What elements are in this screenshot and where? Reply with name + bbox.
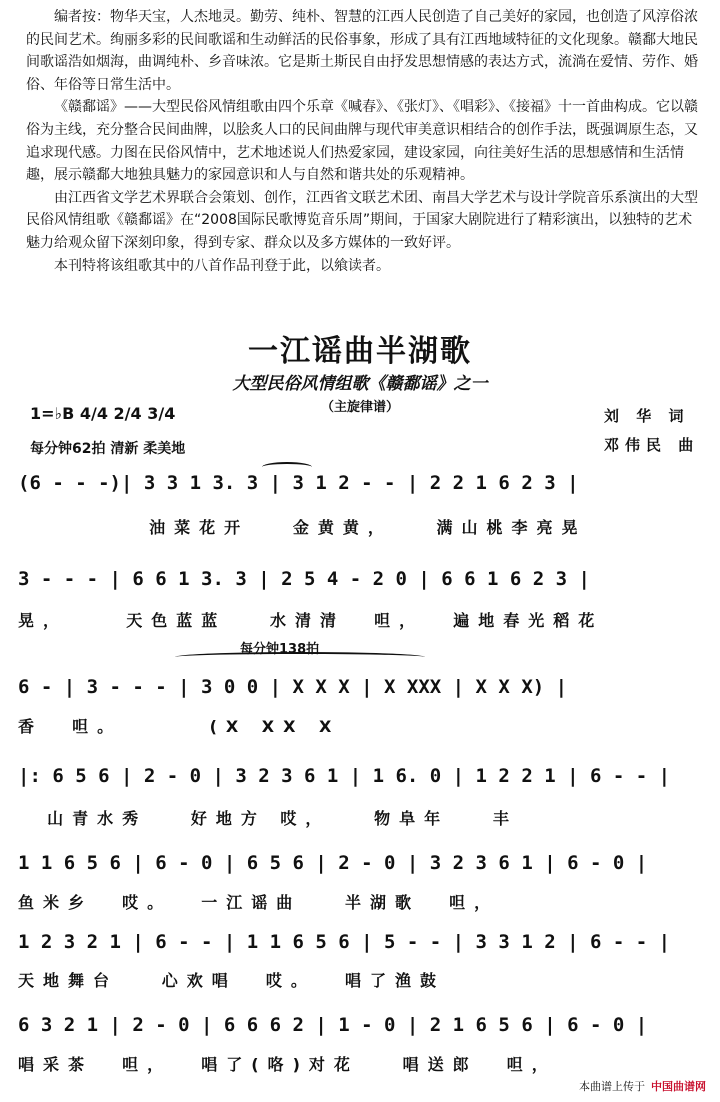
notation-row-5: 1 1 6 5 6 | 6 - 0 | 6 5 6 | 2 - 0 | 3 2 3 6 1 | 6 - 0 | — [18, 852, 648, 874]
notation-row-3: 6 - | 3 - - - | 3 0 0 | X X X | X XXX | X X X) | — [18, 676, 568, 698]
intro-paragraph-2: 《赣鄱谣》——大型民俗风情组歌由四个乐章《喊春》、《张灯》、《唱彩》、《接福》十一首曲构成。它以赣俗为主线，充分整合民间曲牌，以脍炙人口的民间曲牌与现代审美意识相结合的创作手法，既强调原生态，又追求现代感。力图在民俗风情中，艺术地述说人们热爱家园，建设家园，向往美好生活的思想感情和生活情趣，展示赣鄱大地独具魅力的家园意识和人与自然和谐共处的乐观精神。 — [26, 99, 698, 184]
lyrics-row-4: 山青水秀 好地方 哎， 物阜年 丰 — [18, 809, 518, 828]
lyrics-row-2: 晃， 天色蓝蓝 水清清 呾， 遍地春光稻花 — [18, 611, 604, 630]
editor-note — [26, 6, 698, 277]
intro-paragraph-3: 由江西省文学艺术界联合会策划、创作，江西省文联艺术团、南昌大学艺术与设计学院音乐系演出的大型民俗风情组歌《赣鄱谣》在“2008国际民歌博览音乐周”期间，于国家大剧院进行了精彩演出，以独特的艺术魅力给观众留下深刻印象，得到专家、群众以及多方媒体的一致好评。 — [26, 189, 698, 251]
score-note: （主旋律谱） — [320, 400, 399, 415]
site-logo: 中国曲谱网 — [651, 1080, 706, 1093]
source-footer — [579, 1078, 706, 1094]
notation-row-4: |: 6 5 6 | 2 - 0 | 3 2 3 6 1 | 1 6. 0 | 1 2 2 1 | 6 - - | — [18, 765, 671, 787]
key-signature: 1=♭B 4/4 2/4 3/4 — [30, 404, 176, 423]
tie-mark — [262, 462, 312, 472]
lyrics-row-1: 油菜花开 金黄黄， 满山桃李亮晃 — [18, 518, 587, 537]
lyricist-credit: 刘 华 词 — [604, 407, 690, 425]
notation-row-2: 3 - - - | 6 6 1 3. 3 | 2 5 4 - 2 0 | 6 6 1 6 2 3 | — [18, 568, 590, 590]
footer-text: 本曲谱上传于 — [579, 1080, 645, 1093]
lyrics-row-3: 香 呾。 (X XX X — [18, 717, 341, 736]
tempo-marking: 每分钟62拍 清新 柔美地 — [30, 441, 186, 457]
intro-paragraph-4: 本刊特将该组歌其中的八首作品刊登于此，以飨读者。 — [54, 257, 390, 274]
intro-paragraph-1: 编者按：物华天宝，人杰地灵。勤劳、纯朴、智慧的江西人民创造了自己美好的家园，也创造了风淳俗浓的民间艺术。绚丽多彩的民间歌谣和生动鲜活的民俗事象，形成了具有江西地域特征的文化现象。赣鄱大地民间歌谣浩如烟海，曲调纯朴、乡音味浓。它是斯土斯民自由抒发思想情感的表达方式，流淌在爱情、劳作、婚俗、年俗等日常生活中。 — [26, 9, 698, 93]
composer-credit: 邓伟民 曲 — [604, 436, 700, 454]
notation-row-6: 1 2 3 2 1 | 6 - - | 1 1 6 5 6 | 5 - - | 3 3 1 2 | 6 - - | — [18, 931, 671, 953]
song-title: 一江谣曲半湖歌 — [248, 334, 472, 369]
lyrics-row-5: 鱼米乡 哎。 一江谣曲 半湖歌 呾， — [18, 893, 500, 912]
notation-row-7: 6 3 2 1 | 2 - 0 | 6 6 6 2 | 1 - 0 | 2 1 6 5 6 | 6 - 0 | — [18, 1014, 648, 1036]
song-subtitle: 大型民俗风情组歌《赣鄱谣》之一 — [232, 374, 488, 394]
lyrics-row-6: 天地舞台 心欢唱 哎。 唱了渔鼓 — [18, 971, 445, 990]
notation-row-1: (6 - - -)| 3 3 1 3. 3 | 3 1 2 - - | 2 2 1 6 2 3 | — [18, 472, 579, 494]
tempo-change: 每分钟138拍 — [240, 642, 320, 657]
phrase-slur — [175, 652, 425, 662]
lyrics-row-7: 唱采茶 呾， 唱了(咯)对花 唱送郎 呾， — [18, 1055, 557, 1074]
